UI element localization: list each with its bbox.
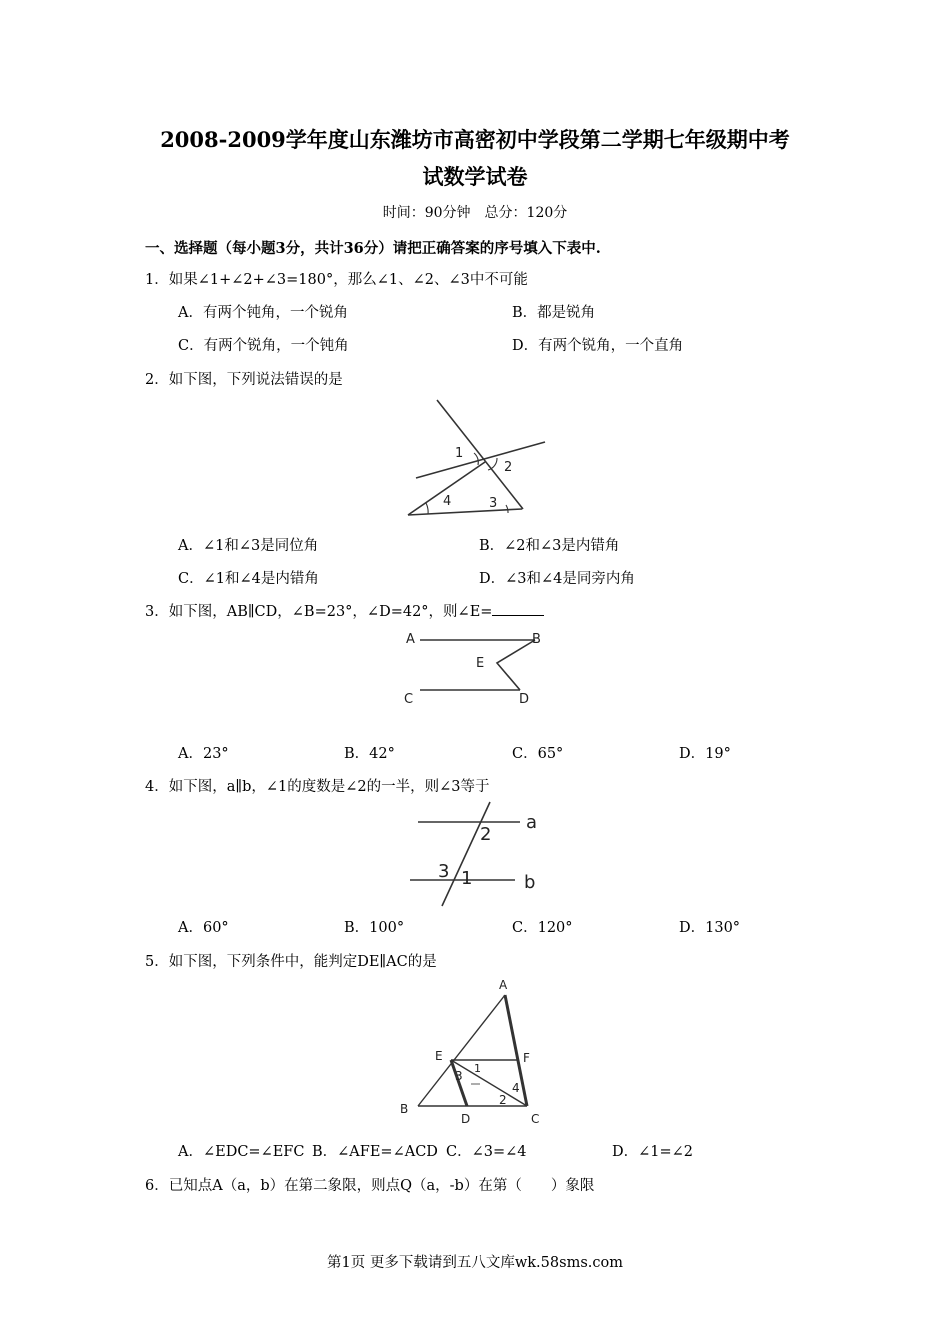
- q5-option-b: B．∠AFE=∠ACD: [312, 1144, 438, 1160]
- q5-label-c: C: [531, 1112, 540, 1126]
- q1-option-a: A．有两个钝角，一个锐角: [178, 305, 348, 321]
- q4-option-a: A．60°: [178, 920, 229, 936]
- q3-label-d: D: [519, 692, 530, 707]
- q3-label-c: C: [404, 692, 414, 707]
- question-5-stem: 5．如下图，下列条件中，能判定DE∥AC的是: [145, 954, 437, 970]
- q3-option-c: C．65°: [512, 746, 564, 762]
- q5-label-3: 3: [455, 1069, 463, 1083]
- q3-label-b: B: [532, 632, 541, 647]
- q4-option-d: D．130°: [679, 920, 741, 936]
- q5-option-d: D．∠1=∠2: [612, 1144, 694, 1160]
- q2-figure: [400, 395, 560, 525]
- q4-option-c: C．120°: [512, 920, 573, 936]
- q5-figure: [395, 975, 555, 1130]
- q3-option-d: D．19°: [679, 746, 731, 762]
- q2-label-4: 4: [443, 494, 452, 509]
- q1-option-c: C．有两个锐角，一个钝角: [178, 338, 349, 354]
- question-1-stem: 1．如果∠1+∠2+∠3=180°，那么∠1、∠2、∠3中不可能: [145, 272, 528, 288]
- q3-label-e: E: [476, 656, 485, 671]
- question-4-stem: 4．如下图，a∥b，∠1的度数是∠2的一半，则∠3等于: [145, 779, 490, 795]
- q3-figure: [400, 625, 550, 710]
- q5-option-a: A．∠EDC=∠EFC: [178, 1144, 305, 1160]
- q5-label-d: D: [461, 1112, 471, 1126]
- q1-option-b: B．都是锐角: [512, 305, 596, 321]
- question-2-stem: 2．如下图，下列说法错误的是: [145, 372, 343, 388]
- doc-title-line1: 2008-2009学年度山东潍坊市高密初中学段第二学期七年级期中考: [160, 127, 790, 152]
- q2-label-3: 3: [489, 496, 498, 511]
- doc-title-line2: 试数学试卷: [422, 164, 528, 189]
- q3-option-a: A．23°: [178, 746, 229, 762]
- q5-label-1: 1: [474, 1062, 481, 1075]
- q2-label-1: 1: [455, 446, 464, 461]
- q3-stem-text: 3．如下图，AB∥CD，∠B=23°，∠D=42°，则∠E=: [145, 604, 493, 620]
- q4-option-b: B．100°: [344, 920, 405, 936]
- q2-option-b: B．∠2和∠3是内错角: [479, 538, 620, 554]
- q4-label-b: b: [524, 872, 536, 893]
- q4-figure: [400, 800, 560, 910]
- q1-option-d: D．有两个锐角，一个直角: [512, 338, 684, 354]
- q5-label-b: B: [400, 1102, 409, 1116]
- page-footer: 第1页 更多下载请到五八文库wk.58sms.com: [327, 1255, 623, 1271]
- q4-label-1: 1: [461, 868, 473, 889]
- q5-label-4: 4: [512, 1081, 520, 1095]
- q4-label-a: a: [526, 812, 538, 833]
- section-heading: 一、选择题（每小题3分，共计36分）请把正确答案的序号填入下表中.: [145, 240, 601, 257]
- q2-option-c: C．∠1和∠4是内错角: [178, 571, 319, 587]
- answer-blank: [492, 601, 544, 616]
- exam-info: 时间：90分钟 总分：120分: [382, 205, 568, 221]
- q5-label-e: E: [435, 1049, 443, 1063]
- q4-label-2: 2: [480, 824, 492, 845]
- q5-label-2: 2: [499, 1093, 507, 1107]
- question-6-stem: 6．已知点A（a，b）在第二象限，则点Q（a，-b）在第（ ）象限: [145, 1178, 595, 1194]
- q5-label-a: A: [499, 978, 508, 992]
- q5-option-c: C．∠3=∠4: [446, 1144, 527, 1160]
- q4-label-3: 3: [438, 861, 450, 882]
- q2-option-a: A．∠1和∠3是同位角: [178, 538, 319, 554]
- q5-label-f: F: [523, 1051, 530, 1065]
- q2-option-d: D．∠3和∠4是同旁内角: [479, 571, 635, 587]
- q3-option-b: B．42°: [344, 746, 395, 762]
- q2-label-2: 2: [504, 460, 513, 475]
- q3-label-a: A: [406, 632, 415, 647]
- question-3-stem: [145, 600, 544, 621]
